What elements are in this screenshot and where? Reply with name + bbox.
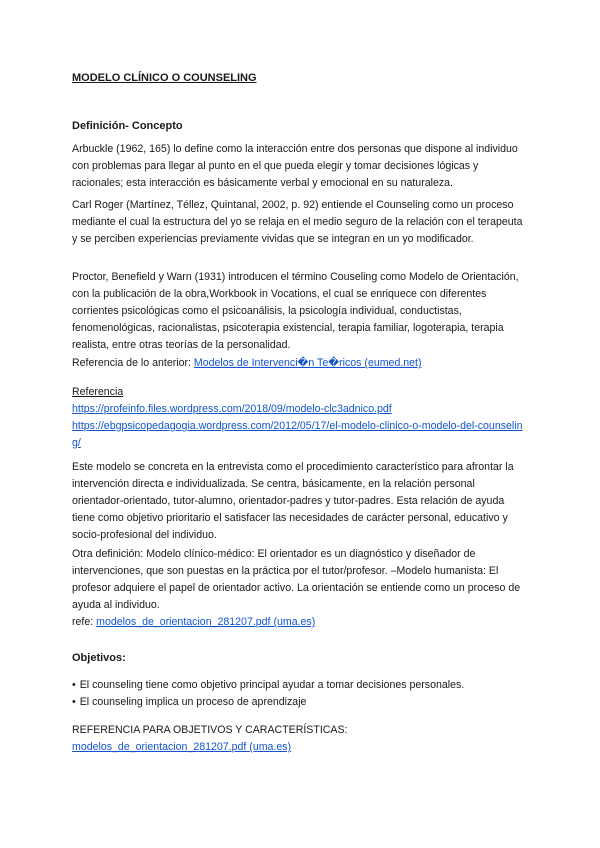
definition-heading: Definición- Concepto	[72, 120, 183, 132]
objectives-reference-block	[72, 722, 528, 756]
paragraph-proctor: Proctor, Benefield y Warn (1931) introducen el término Couseling como Modelo de Orientación, con la publicación de la obra,Workbook in Vocations, el cual se enriquece con diferentes corrientes psicológicas como el psicoanálisis, la psicología individual, conductistas, fenomenológicas, racionalistas, psicoterapia existencial, terapia familiar, logoterapia, terapia realista, entre otras teorías de la personalidad.	[72, 271, 519, 351]
other-definition-block	[72, 546, 528, 631]
list-item: • El counseling implica un proceso de aprendizaje	[72, 694, 528, 711]
references-heading: Referencia	[72, 386, 124, 398]
paragraph-modelo: Este modelo se concreta en la entrevista como el procedimiento característico para afrontar la intervención directa e individualizada. Se centra, básicamente, en la relación personal orientador-orientado, tutor-alumno, orientador-padres y tutor-padres. Esta relación de ayuda tiene como objetivo prioritario el satisfacer las necesidades de carácter personal, educativo y socio-profesional del individuo.	[72, 461, 514, 541]
reference-link-profeinfo[interactable]: https://profeinfo.files.wordpress.com/2018/09/modelo-clc3adnico.pdf	[72, 403, 392, 415]
document-title: MODELO CLÍNICO O COUNSELING	[72, 72, 257, 84]
refe-line	[72, 614, 528, 631]
reference-line	[72, 355, 528, 372]
reference-link-eumed[interactable]: Modelos de Intervenci�n Te�ricos (eumed.net)	[193, 357, 422, 369]
objectives-heading: Objetivos:	[72, 652, 126, 664]
paragraph-roger: Carl Roger (Martínez, Téllez, Quintanal, 2002, p. 92) entiende el Counseling como un proceso mediante el cual la estructura del yo se relaja en el medio seguro de la relación con el terapeuta y se perciben experiencias previamente vividas que se integran en un yo modificador.	[72, 199, 523, 245]
refe-link-uma[interactable]: modelos_de_orientacion_281207.pdf (uma.es)	[96, 616, 316, 628]
objectives-list	[72, 677, 528, 711]
references-block	[72, 384, 528, 452]
paragraph-otra-definicion: Otra definición: Modelo clínico-médico: El orientador es un diagnóstico y diseñador de intervenciones, que son puestas en la práctica por el tutor/profesor. –Modelo humanista: El profesor adquiere el papel de orientador activo. La orientación se entiende como un proceso de ayuda al individuo.	[72, 548, 521, 611]
list-item: • El counseling tiene como objetivo principal ayudar a tomar decisiones personales.	[72, 677, 528, 694]
objectives-reference-link-uma[interactable]: modelos_de_orientacion_281207.pdf (uma.es)	[72, 741, 292, 753]
refe-label: refe:	[72, 616, 94, 628]
reference-label: Referencia de lo anterior:	[72, 357, 191, 369]
objectives-reference-label: REFERENCIA PARA OBJETIVOS Y CARACTERÍSTICAS:	[72, 724, 348, 736]
paragraph-arbuckle: Arbuckle (1962, 165) lo define como la interacción entre dos personas que dispone al individuo con problemas para llegar al punto en el que pueda elegir y tomar decisiones lógicas y racionales; esta interacción es básicamente verbal y emocional en su naturaleza.	[72, 143, 518, 189]
reference-link-ebgpsicopedagogia[interactable]: https://ebgpsicopedagogia.wordpress.com/2012/05/17/el-modelo-clinico-o-modelo-del-counseling/	[72, 420, 523, 449]
